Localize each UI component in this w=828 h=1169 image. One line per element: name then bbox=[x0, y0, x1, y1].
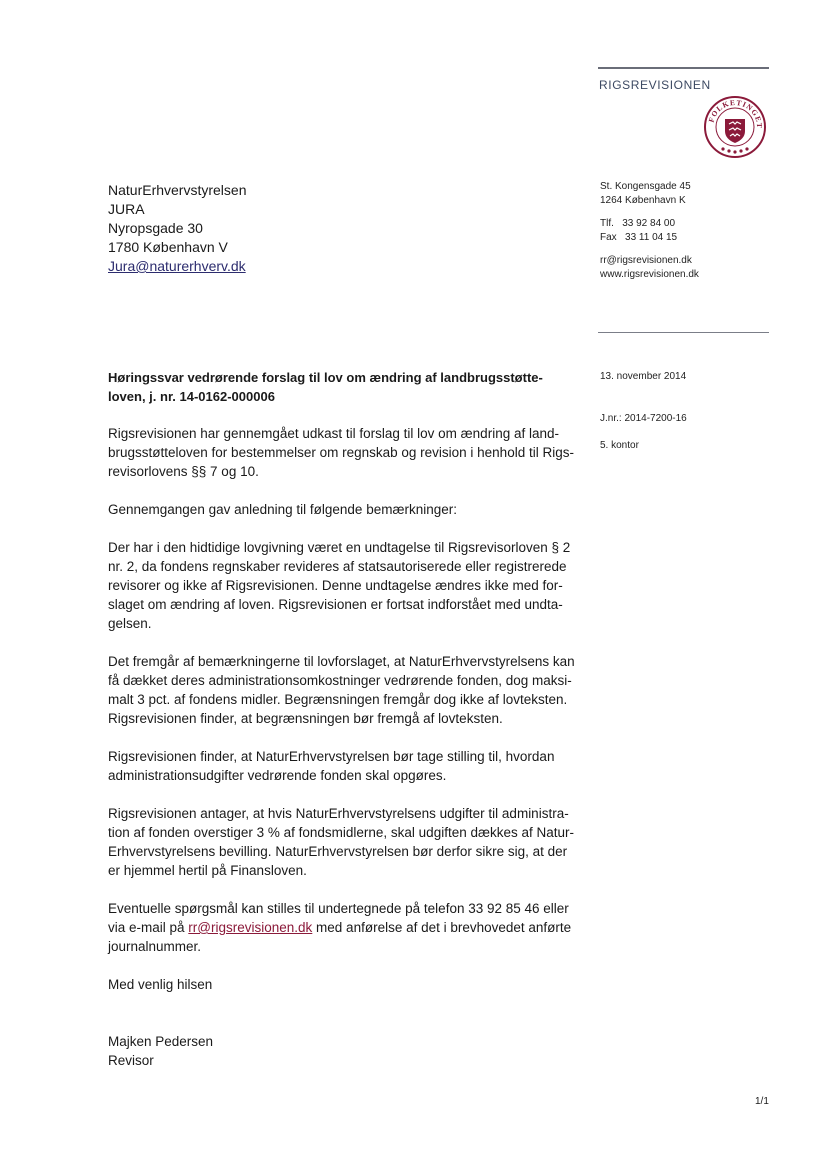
closing-salutation: Med venlig hilsen bbox=[108, 977, 213, 992]
office-label: 5. kontor bbox=[600, 440, 639, 451]
sender-contact-block bbox=[600, 180, 699, 281]
body-paragraph: Rigsrevisionen har gennemgået udkast til forslag til lov om ændring af land-brugsstøtteloven for bestemmelser om regnskab og revision i henhold til Rigs-revisorlovens §§ 7 og 10. bbox=[108, 426, 574, 479]
folketinget-seal-logo bbox=[703, 95, 767, 159]
sender-fax: Fax 33 11 04 15 bbox=[600, 231, 678, 243]
body-paragraph: Der har i den hidtidige lovgivning været en undtagelse til Rigsrevisorloven § 2 nr. 2, da fondens regnskaber revideres af statsautoriserede eller registrerede revisorer og ikke af Rigsrevisionen. Denne undtagelse ændres ikke med for-slaget om ændring af loven. Rigsrevisionen er fortsat indforstået med undta-gelsen. bbox=[108, 540, 571, 631]
recipient-department: JURA bbox=[108, 201, 145, 217]
recipient-email-link[interactable]: Jura@naturerhverv.dk bbox=[108, 258, 246, 274]
contact-text-before: Eventuelle spørgsmål kan stilles til undertegnede på telefon 33 92 85 46 eller via e-mail på bbox=[108, 901, 569, 935]
contact-paragraph bbox=[108, 899, 578, 956]
contact-email-link[interactable]: rr@rigsrevisionen.dk bbox=[188, 920, 313, 935]
sender-city: 1264 København K bbox=[600, 194, 686, 206]
sender-email[interactable]: rr@rigsrevisionen.dk bbox=[600, 255, 692, 266]
recipient-street: Nyropsgade 30 bbox=[108, 220, 203, 236]
recipient-name: NaturErhvervstyrelsen bbox=[108, 182, 247, 198]
sender-website[interactable]: www.rigsrevisionen.dk bbox=[600, 268, 699, 280]
contact-text-after: med anførelse af det i brevhovedet anførte journalnummer. bbox=[108, 920, 572, 954]
letter-date: 13. november 2014 bbox=[600, 371, 687, 382]
body-paragraph: Rigsrevisionen antager, at hvis NaturErhvervstyrelsens udgifter til administra-tion af fonden overstiger 3 % af fondsmidlerne, skal udgiften dækkes af Natur-Erhvervstyrelsens bevilling. NaturErhvervstyrelsen bør derfor sikre sig, at der er hjemmel hertil på Finansloven. bbox=[108, 806, 575, 878]
signature-name: Majken Pedersen bbox=[108, 1034, 214, 1049]
recipient-address-block bbox=[108, 181, 247, 276]
body-paragraph: Gennemgangen gav anledning til følgende bemærkninger: bbox=[108, 502, 457, 517]
body-paragraph: Det fremgår af bemærkningerne til lovforslaget, at NaturErhvervstyrelsens kan få dækket deres administrationsomkostninger vedrørende fonden, dog maksi-malt 3 pct. af fondens midler. Begrænsningen fremgår dog ikke af lovteksten. Rigsrevisionen finder, at begrænsningen bør fremgå af lovteksten. bbox=[108, 654, 575, 726]
journal-number: J.nr.: 2014-7200-16 bbox=[600, 413, 687, 424]
sender-street: St. Kongensgade 45 bbox=[600, 181, 691, 192]
recipient-city: 1780 København V bbox=[108, 239, 228, 255]
letterhead-divider-rule bbox=[598, 332, 769, 333]
svg-text:FOLKETINGET: FOLKETINGET bbox=[706, 97, 765, 130]
page-number: 1/1 bbox=[755, 1096, 769, 1107]
body-paragraph: Rigsrevisionen finder, at NaturErhvervstyrelsen bør tage stilling til, hvordan administrationsudgifter vedrørende fonden skal opgøres. bbox=[108, 749, 555, 783]
letterhead-top-rule bbox=[598, 67, 769, 69]
letter-body bbox=[108, 424, 578, 1070]
signature-title: Revisor bbox=[108, 1053, 154, 1068]
letter-subject: Høringssvar vedrørende forslag til lov om ændring af landbrugsstøtte-loven, j. nr. 14-0162-000006 bbox=[108, 370, 543, 404]
sender-phone: Tlf. 33 92 84 00 bbox=[600, 218, 676, 229]
organization-name: RIGSREVISIONEN bbox=[599, 78, 711, 92]
